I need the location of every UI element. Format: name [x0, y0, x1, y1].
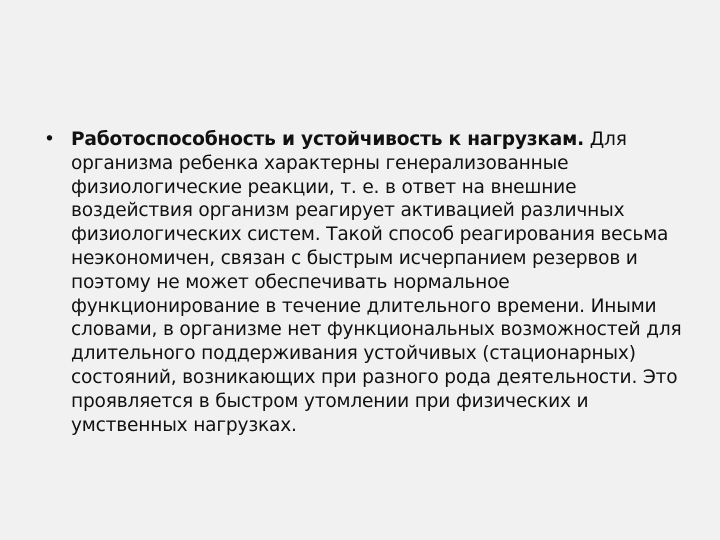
bullet-body-text: Для организма ребенка характерны генерализованные физиологические реакции, т. е. в ответ на внешние воздействия организм реагирует активацией различных физиологических систем. Такой способ реагирования весьма неэкономичен, связан с быстрым исчерпанием резервов и поэтому не может обеспечивать нормальное функционирование в течение длительного времени. Иными словами, в организме нет функциональных возможностей для длительного поддерживания устойчивых (стационарных) состояний, возникающих при разного рода деятельности. Это проявляется в быстром утомлении при физических и умственных нагрузках. [71, 129, 682, 436]
slide-content [44, 128, 694, 437]
bullet-item [44, 128, 694, 437]
bullet-heading: Работоспособность и устойчивость к нагрузкам. [71, 129, 585, 150]
bullet-point: • [44, 129, 55, 150]
